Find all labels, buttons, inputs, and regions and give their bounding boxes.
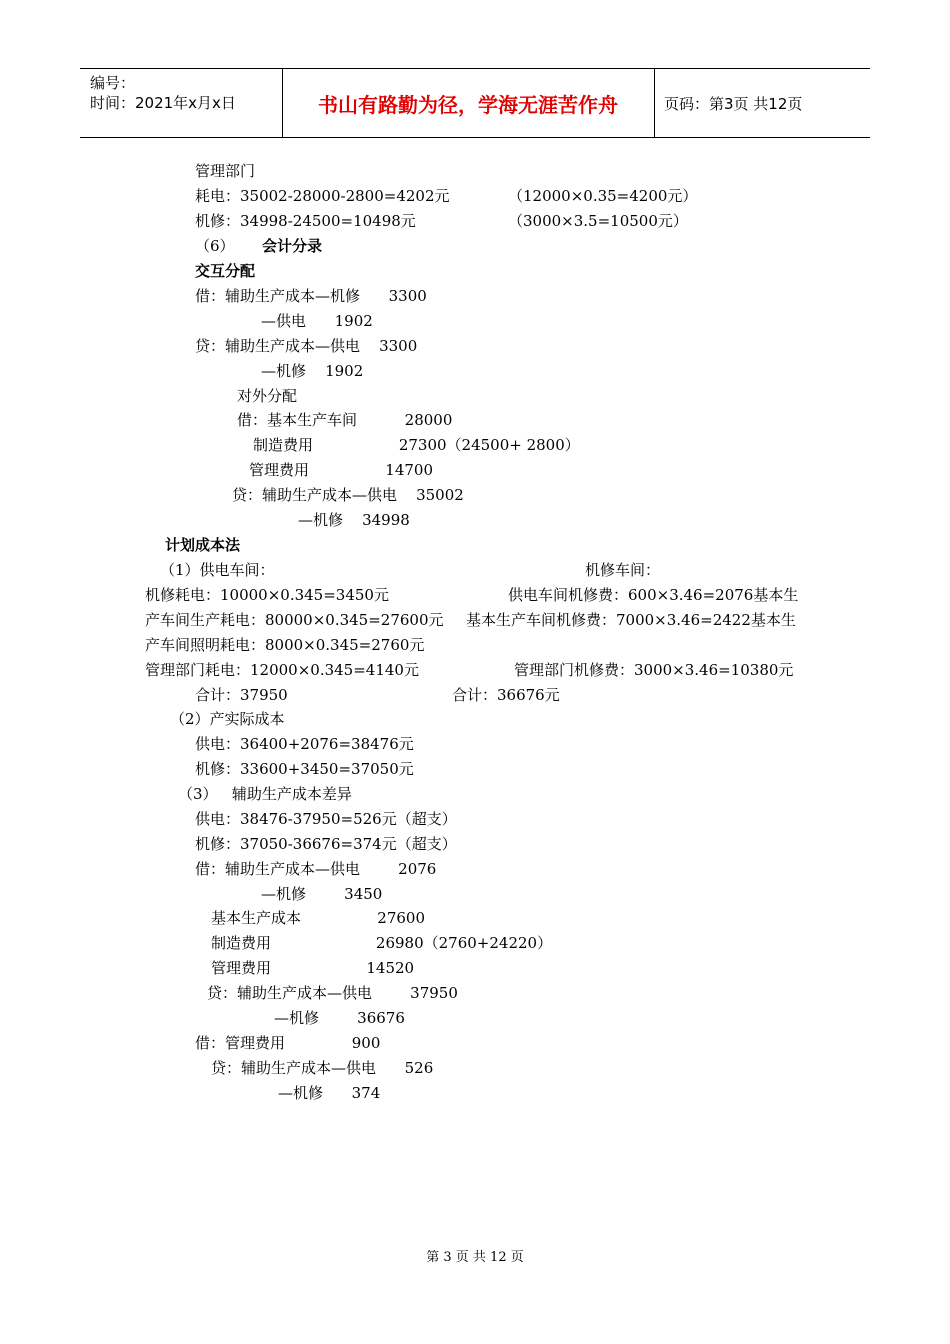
text-line: 供电：38476-37950=526元（超支） xyxy=(195,810,457,828)
text-line: （1）供电车间： xyxy=(160,561,275,579)
text-line: 机修：37050-36676=374元（超支） xyxy=(195,835,457,853)
text-line: 贷：辅助生产成本—供电 35002 xyxy=(232,486,464,504)
text-line: 借：基本生产车间 28000 xyxy=(237,411,453,429)
text-line: 借：辅助生产成本—供电 2076 xyxy=(195,860,437,878)
page-header xyxy=(80,68,870,138)
code-label: 编号： xyxy=(90,74,136,92)
text-line: 贷：辅助生产成本—供电 37950 xyxy=(207,984,458,1002)
text-line: （3） 辅助生产成本差异 xyxy=(178,785,352,803)
header-left xyxy=(90,73,236,113)
text-line: 管理费用 14700 xyxy=(249,461,434,479)
text-line: 贷：辅助生产成本—供电 3300 xyxy=(195,337,418,355)
text-line: 机修车间： xyxy=(585,561,661,579)
text-line: 合计：37950 xyxy=(195,686,288,704)
section-heading: 交互分配 xyxy=(195,262,256,280)
text-line: （12000×0.35=4200元） xyxy=(508,187,698,205)
text-line: —机修 1902 xyxy=(261,362,364,380)
header-divider xyxy=(654,69,655,137)
section-heading: 会计分录 xyxy=(262,237,323,255)
text-line: 制造费用 26980（2760+24220） xyxy=(211,934,553,952)
text-line: 管理部门耗电：12000×0.345=4140元 xyxy=(145,661,419,679)
text-line: 借：辅助生产成本—机修 3300 xyxy=(195,287,427,305)
text-line: 基本生产车间机修费：7000×3.46=2422基本生 xyxy=(466,611,796,629)
text-line: 管理部门 xyxy=(195,162,256,180)
page-footer: 第 3 页 共 12 页 xyxy=(426,1250,524,1265)
text-line: （3000×3.5=10500元） xyxy=(508,212,688,230)
text-line: —机修 36676 xyxy=(274,1009,405,1027)
text-line: 管理部门机修费：3000×3.46=10380元 xyxy=(514,661,794,679)
text-line: 对外分配 xyxy=(237,387,298,405)
text-line: 贷：辅助生产成本—供电 526 xyxy=(211,1059,434,1077)
text-line: —机修 374 xyxy=(278,1084,381,1102)
text-line: 供电车间机修费：600×3.46=2076基本生 xyxy=(508,586,799,604)
section-heading: 计划成本法 xyxy=(165,536,241,554)
text-line: 产车间照明耗电：8000×0.345=2760元 xyxy=(145,636,425,654)
text-line: 制造费用 27300（24500+ 2800） xyxy=(253,436,580,454)
time-label: 时间：2021年x月x日 xyxy=(90,94,236,112)
text-line: 基本生产成本 27600 xyxy=(211,909,426,927)
text-line: （6） xyxy=(195,237,235,255)
text-line: —机修 3450 xyxy=(261,885,383,903)
header-page-info: 页码：第3页 共12页 xyxy=(664,95,803,113)
text-line: 合计：36676元 xyxy=(452,686,560,704)
text-line: 机修：34998-24500=10498元 xyxy=(195,212,416,230)
text-line: （2）产实际成本 xyxy=(170,710,285,728)
text-line: 供电：36400+2076=38476元 xyxy=(195,735,414,753)
text-line: 机修：33600+3450=37050元 xyxy=(195,760,414,778)
text-line: —供电 1902 xyxy=(261,312,373,330)
text-line: 借：管理费用 900 xyxy=(195,1034,381,1052)
header-motto: 书山有路勤为径，学海无涯苦作舟 xyxy=(318,93,618,117)
text-line: 耗电：35002-28000-2800=4202元 xyxy=(195,187,450,205)
text-line: 管理费用 14520 xyxy=(211,959,415,977)
text-line: 机修耗电：10000×0.345=3450元 xyxy=(145,586,389,604)
text-line: —机修 34998 xyxy=(298,511,410,529)
text-line: 产车间生产耗电：80000×0.345=27600元 xyxy=(145,611,444,629)
